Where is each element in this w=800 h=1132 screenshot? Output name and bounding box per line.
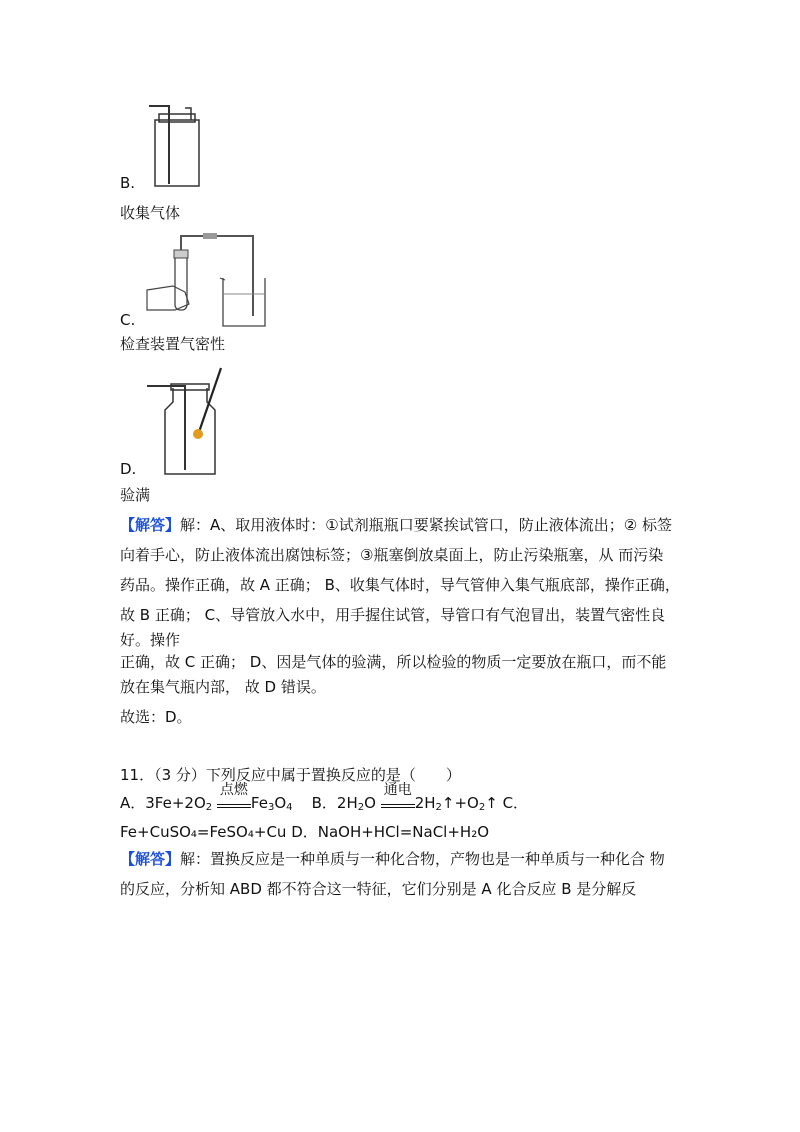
option-d-letter: D. [120,460,137,478]
solution10-line-2: 向着手心，防止液体流出腐蚀标签；③瓶塞倒放桌面上，防止污染瓶塞，从 而污染 [120,546,664,564]
solution10-line-4: 故 B 正确； C、导管放入水中，用手握住试管，导管口有气泡冒出，装置气密性良 [120,606,666,624]
question11-options-line-2: Fe+CuSO₄=FeSO₄+Cu D．NaOH+HCl=NaCl+H₂O [120,823,490,841]
solution10-line-7: 放在集气瓶内部， 故 D 错误。 [120,678,326,696]
solution-tag: 【解答】 [120,516,181,534]
option-c-letter: C. [120,311,136,329]
option-d-caption: 验满 [120,486,151,504]
option-c-caption: 检查装置气密性 [120,335,226,353]
option-b-reactants: B．2H [311,794,358,812]
solution10-line-6: 正确，故 C 正确； D、因是气体的验满，所以检验的物质一定要放在瓶口，而不能 [120,653,667,671]
solution10-line-5: 好。操作 [120,631,181,649]
gas-collection-bottle-figure [145,98,205,190]
solution11-line-2: 的反应，分析知 ABD 都不符合这一特征，它们分别是 A 化合反应 B 是分解反 [120,880,637,898]
solution-tag: 【解答】 [120,850,181,868]
solution-text: 解：A、取用液体时：①试剂瓶瓶口要紧挨试管口，防止液体流出；② 标签 [180,516,672,534]
option-b-letter: B. [120,174,136,192]
option-b-caption: 收集气体 [120,204,181,222]
question11-stem: 11．（3 分）下列反应中属于置换反应的是（ ） [120,766,461,784]
question11-options-line-1: A．$3Fe+2O_2$ 点燃 $Fe_3O_4$ B．$2H_2O$ 通电 $2H_2↑+O_2↑$ C． [120,782,529,813]
ignition-condition-arrow: 点燃 [217,792,251,808]
airtightness-check-figure [145,230,270,330]
option-a-reactants: A．3Fe+2O [120,794,206,812]
solution-text: 解：置换反应是一种单质与一种化合物，产物也是一种单质与一种化合 物 [180,850,665,868]
solution10-line-8: 故选：D。 [120,708,192,726]
solution11-line-1 [120,849,665,869]
gas-full-check-figure [145,366,225,478]
electrolysis-condition-arrow: 通电 [381,792,415,808]
solution10-line-1 [120,515,672,535]
solution10-line-3: 药品。操作正确，故 A 正确； B、收集气体时，导气管伸入集气瓶底部，操作正确， [120,576,680,594]
